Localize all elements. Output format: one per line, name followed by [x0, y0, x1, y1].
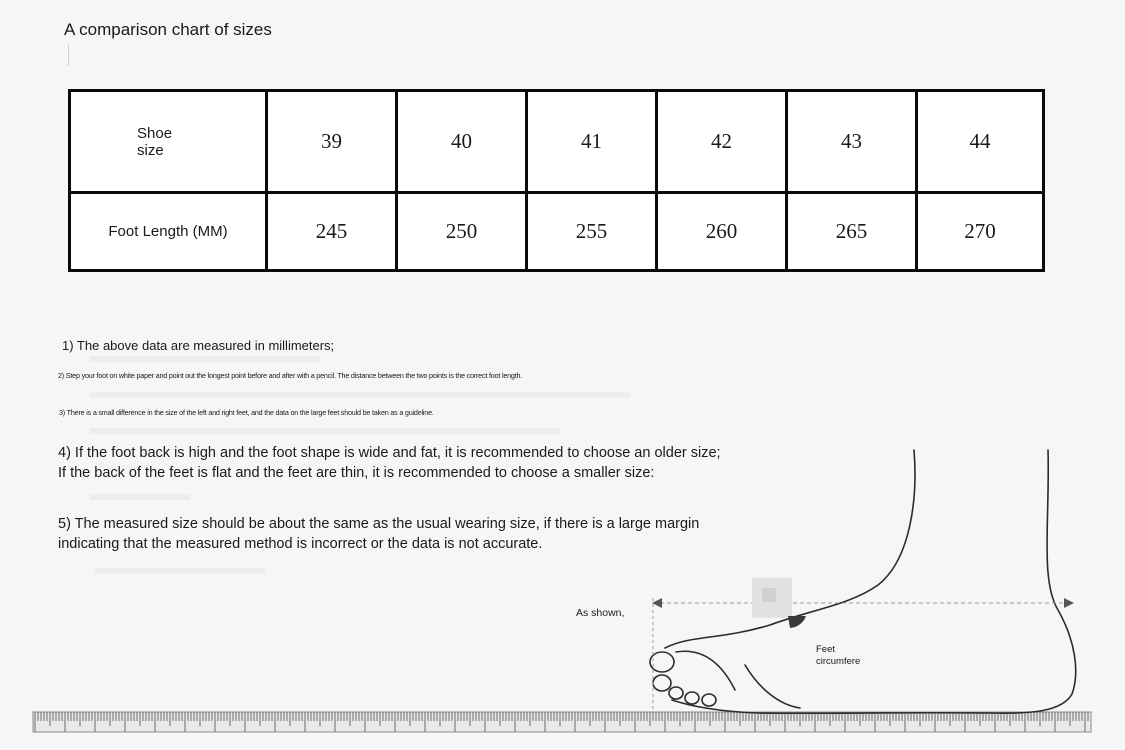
foot-outline-icon [650, 450, 1076, 713]
shoe-size-cell: 44 [917, 91, 1044, 193]
note-2: 2) Step your foot on white paper and point out the longest point before and after with a pencil. The distance between the two points is the correct foot length. [58, 371, 523, 380]
shoe-size-cell: 39 [267, 91, 397, 193]
foot-length-cell: 270 [917, 193, 1044, 271]
foot-length-cell: 265 [787, 193, 917, 271]
note-5-line-1: 5) The measured size should be about the same as the usual wearing size, if there is a large margin [58, 516, 700, 532]
shoe-size-cell: 43 [787, 91, 917, 193]
note-4-line-2: If the back of the feet is flat and the feet are thin, it is recommended to choose a smaller size: [58, 465, 655, 481]
note-4-line-1: 4) If the foot back is high and the foot shape is wide and fat, it is recommended to choose an older size; [58, 445, 721, 461]
feet-circumference-label [816, 644, 860, 668]
note-5-line-2: indicating that the measured method is incorrect or the data is not accurate. [58, 536, 543, 552]
foot-length-cell: 250 [397, 193, 527, 271]
shoe-size-cell: 41 [527, 91, 657, 193]
foot-length-cell: 255 [527, 193, 657, 271]
shoe-size-cell: 40 [397, 91, 527, 193]
foot-length-label: Foot Length (MM) [70, 193, 267, 271]
circumference-wedge-icon [788, 616, 806, 628]
shoe-size-label-line2: size [137, 141, 164, 159]
measurement-line-icon [652, 598, 1074, 710]
ruler-icon [33, 712, 1091, 732]
foot-length-cell: 245 [267, 193, 397, 271]
page-title: A comparison chart of sizes [64, 20, 272, 39]
foot-length-cell: 260 [657, 193, 787, 271]
blurred-marker-detail-icon [762, 588, 776, 602]
as-shown-label: As shown, [576, 607, 625, 619]
shoe-size-label-line1: Shoe [137, 124, 173, 142]
feet-circumference-line-1: Feet [816, 644, 836, 655]
shoe-size-cell: 42 [657, 91, 787, 193]
note-3: 3) There is a small difference in the size of the left and right feet, and the data on the large feet should be taken as a guideline. [59, 408, 434, 417]
note-1: 1) The above data are measured in millimeters; [62, 338, 335, 353]
feet-circumference-line-2: circumfere [816, 656, 861, 667]
